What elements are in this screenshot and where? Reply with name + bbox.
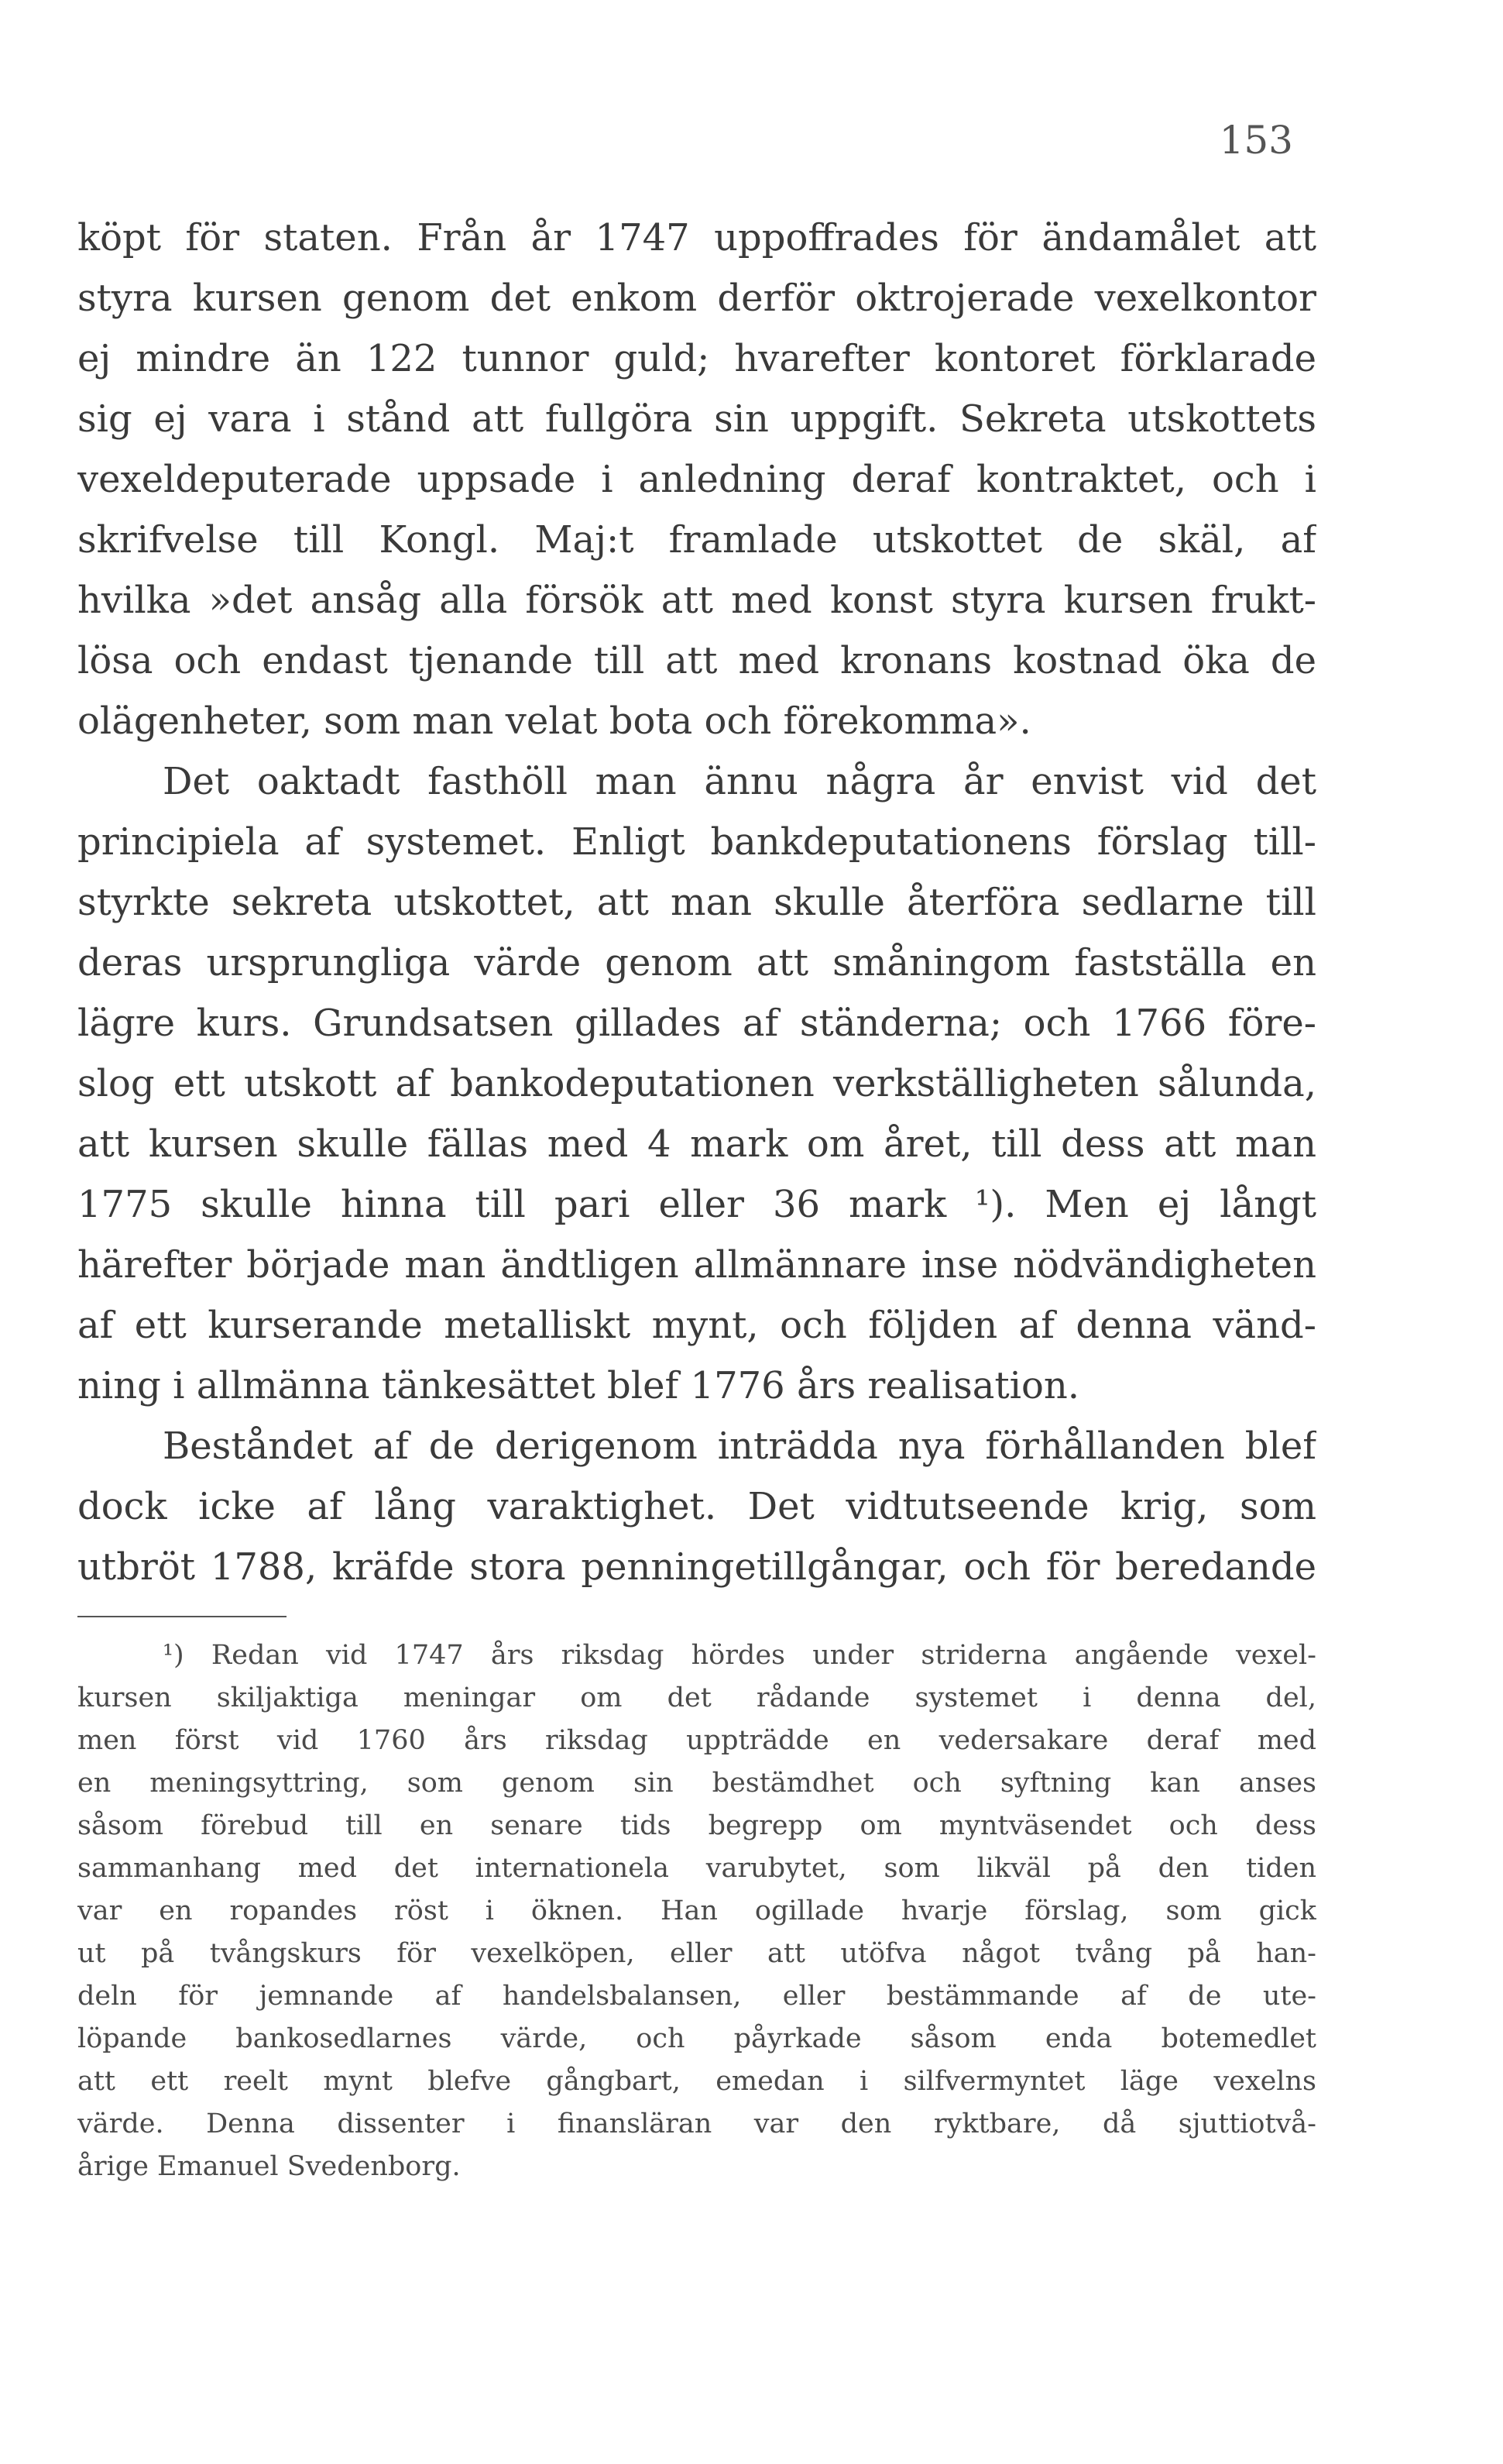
text-line: köpt för staten. Från år 1747 uppoffrades för ändamålet att — [77, 216, 1316, 259]
body-text — [77, 208, 1316, 1597]
text-line: sig ej vara i stånd att fullgöra sin uppgift. Sekreta utskottets — [77, 397, 1316, 441]
text-line: vexeldeputerade uppsade i anledning deraf kontraktet, och i — [77, 458, 1316, 501]
text-line: Det oaktadt fasthöll man ännu några år envist vid det — [163, 760, 1316, 803]
footnote-line: men först vid 1760 års riksdag uppträdde en vedersakare deraf med — [77, 1725, 1316, 1756]
text-line: hvilka »det ansåg alla försök att med konst styra kursen frukt- — [77, 579, 1316, 622]
footnote-line: deln för jemnande af handelsbalansen, eller bestämmande af de ute- — [77, 1981, 1316, 2012]
footnote-line: ¹) Redan vid 1747 års riksdag hördes under striderna angående vexel- — [163, 1640, 1316, 1671]
text-line: deras ursprungliga värde genom att småningom fastställa en — [77, 941, 1316, 985]
page-number: 153 — [1219, 118, 1293, 163]
text-line: skrifvelse till Kongl. Maj:t framlade utskottet de skäl, af — [77, 518, 1316, 562]
footnote-line: var en ropandes röst i öknen. Han ogillade hvarje förslag, som gick — [77, 1895, 1316, 1926]
footnote-divider — [77, 1616, 287, 1617]
text-line: olägenheter, som man velat bota och förekomma». — [77, 699, 1031, 743]
text-line: 1775 skulle hinna till pari eller 36 mark ¹). Men ej långt — [77, 1183, 1316, 1226]
text-line: styra kursen genom det enkom derför oktrojerade vexelkontor — [77, 277, 1316, 320]
footnotes — [77, 1634, 1316, 2188]
text-line: principiela af systemet. Enligt bankdeputationens förslag till- — [77, 820, 1316, 864]
text-line: att kursen skulle fällas med 4 mark om året, till dess att man — [77, 1122, 1316, 1166]
text-line: af ett kurserande metalliskt mynt, och följden af denna vänd- — [77, 1304, 1316, 1347]
footnote-line: årige Emanuel Svedenborg. — [77, 2151, 461, 2182]
footnote-line: löpande bankosedlarnes värde, och påyrkade såsom enda botemedlet — [77, 2023, 1316, 2054]
footnote-line: att ett reelt mynt blefve gångbart, emedan i silfvermyntet läge vexelns — [77, 2066, 1316, 2097]
text-line: lägre kurs. Grundsatsen gillades af ständerna; och 1766 före- — [77, 1002, 1316, 1045]
text-line: utbröt 1788, kräfde stora penningetillgångar, och för beredande — [77, 1545, 1316, 1589]
text-line: Beståndet af de derigenom inträdda nya förhållanden blef — [163, 1424, 1316, 1468]
text-line: slog ett utskott af bankodeputationen verkställigheten sålunda, — [77, 1062, 1316, 1105]
text-line: ning i allmänna tänkesättet blef 1776 års realisation. — [77, 1364, 1080, 1407]
footnote-line: en meningsyttring, som genom sin bestämdhet och syftning kan anses — [77, 1768, 1316, 1799]
text-line: härefter började man ändtligen allmännare inse nödvändigheten — [77, 1243, 1316, 1287]
footnote-line: sammanhang med det internationela varubytet, som likväl på den tiden — [77, 1853, 1316, 1884]
footnote-line: ut på tvångskurs för vexelköpen, eller att utöfva något tvång på han- — [77, 1938, 1316, 1969]
footnote-line: värde. Denna dissenter i finansläran var den ryktbare, då sjuttiotvå- — [77, 2108, 1316, 2139]
footnote-line: kursen skiljaktiga meningar om det rådande systemet i denna del, — [77, 1682, 1316, 1713]
text-line: dock icke af lång varaktighet. Det vidtutseende krig, som — [77, 1485, 1316, 1528]
text-line: lösa och endast tjenande till att med kronans kostnad öka de — [77, 639, 1316, 682]
text-line: styrkte sekreta utskottet, att man skulle återföra sedlarne till — [77, 881, 1316, 924]
footnote-line: såsom förebud till en senare tids begrepp om myntväsendet och dess — [77, 1810, 1316, 1841]
text-line: ej mindre än 122 tunnor guld; hvarefter kontoret förklarade — [77, 337, 1316, 380]
